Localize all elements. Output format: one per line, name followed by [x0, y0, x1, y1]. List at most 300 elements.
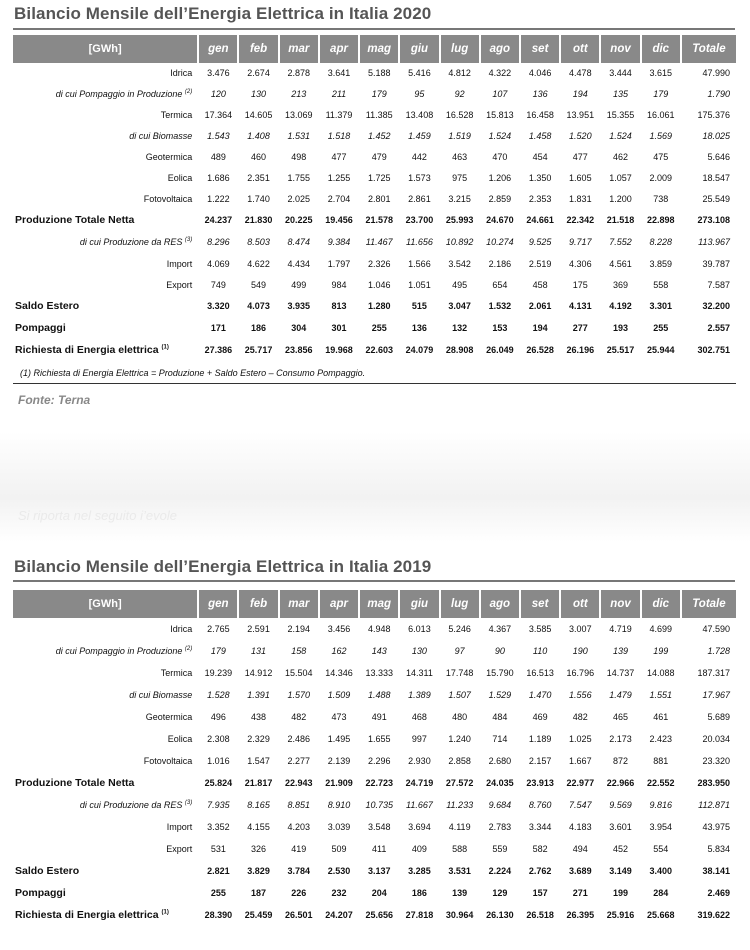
value-cell: 3.829: [247, 866, 270, 876]
value-cell: 2.326: [367, 259, 391, 269]
value-cell: 255: [371, 323, 387, 333]
total-cell: 23.320: [702, 756, 730, 766]
row-label: [13, 904, 198, 926]
value-cell: 8.228: [649, 237, 673, 247]
table-row: [13, 684, 736, 706]
value-cell: 7.552: [609, 237, 632, 247]
value-cell: 8.910: [327, 800, 351, 810]
header-row: [13, 590, 736, 618]
total-cell: 7.587: [707, 280, 730, 290]
value-cell: 4.073: [247, 301, 270, 311]
value-cell: 582: [532, 844, 548, 854]
value-cell: 2.308: [207, 734, 230, 744]
value-cell: 3.784: [287, 866, 311, 876]
value-cell: 97: [454, 646, 465, 656]
value-cell: 23.700: [405, 215, 434, 225]
page-title-2020: Bilancio Mensile dell’Energia Elettrica in Italia 2020: [14, 4, 432, 23]
value-cell: 489: [210, 152, 226, 162]
value-cell: 13.069: [285, 110, 313, 120]
column-header: set: [520, 590, 560, 618]
value-cell: 491: [371, 712, 387, 722]
value-cell: 2.351: [247, 173, 270, 183]
value-cell: 3.344: [528, 822, 552, 832]
value-cell: 16.796: [566, 668, 595, 678]
value-cell: 469: [532, 712, 548, 722]
value-cell: 749: [210, 280, 226, 290]
footnote-marker: (1): [161, 344, 169, 351]
row-label: [13, 189, 198, 209]
row-label-text: Import: [166, 259, 193, 269]
value-cell: 13.951: [566, 110, 595, 120]
energy-table-2019: [13, 590, 736, 926]
value-cell: 22.966: [606, 778, 635, 788]
page-title-2019: Bilancio Mensile dell’Energia Elettrica in Italia 2019: [14, 557, 432, 576]
column-header: dic: [641, 590, 681, 618]
value-cell: 14.346: [325, 668, 353, 678]
value-cell: 8.851: [287, 800, 311, 810]
value-cell: 1.046: [367, 280, 391, 290]
value-cell: 3.548: [367, 822, 391, 832]
value-cell: 1.831: [569, 194, 592, 204]
value-cell: 482: [572, 712, 588, 722]
total-cell: 47.990: [702, 68, 730, 78]
value-cell: 1.189: [528, 734, 552, 744]
table-row: [13, 772, 736, 794]
value-cell: 16.528: [445, 110, 474, 120]
value-cell: 14.311: [406, 668, 433, 678]
title-rule-2020: [13, 28, 735, 30]
value-cell: 19.456: [325, 215, 353, 225]
value-cell: 24.670: [486, 215, 514, 225]
table-row: [13, 838, 736, 860]
value-cell: 136: [411, 323, 427, 333]
value-cell: 25.944: [646, 345, 675, 355]
value-cell: 232: [331, 888, 347, 898]
page-gap-band: [0, 432, 750, 542]
unit-header: [GWh]: [13, 35, 198, 63]
value-cell: 4.367: [488, 624, 512, 634]
value-cell: 2.486: [287, 734, 311, 744]
table-row: [13, 816, 736, 838]
value-cell: 22.552: [646, 778, 675, 788]
value-cell: 11.379: [325, 110, 353, 120]
value-cell: 130: [411, 646, 427, 656]
value-cell: 4.699: [649, 624, 673, 634]
value-cell: 21.578: [365, 215, 393, 225]
value-cell: 1.255: [327, 173, 351, 183]
value-cell: 2.821: [207, 866, 230, 876]
value-cell: 3.456: [327, 624, 351, 634]
value-cell: 16.458: [526, 110, 554, 120]
value-cell: 515: [411, 301, 427, 311]
value-cell: 1.543: [207, 131, 230, 141]
column-header: apr: [319, 35, 359, 63]
value-cell: 26.130: [486, 910, 514, 920]
row-label: [13, 860, 198, 882]
value-cell: 20.225: [285, 215, 313, 225]
value-cell: 2.674: [247, 68, 270, 78]
value-cell: 11.385: [365, 110, 393, 120]
footnote-marker: (1): [161, 909, 169, 916]
value-cell: 3.352: [207, 822, 230, 832]
row-label: [13, 618, 198, 640]
value-cell: 26.395: [566, 910, 595, 920]
value-cell: 2.061: [528, 301, 552, 311]
column-header: lug: [440, 590, 480, 618]
value-cell: 179: [653, 89, 669, 99]
column-header: feb: [238, 590, 278, 618]
total-cell: 17.967: [702, 690, 730, 700]
value-cell: 1.529: [488, 690, 512, 700]
table-row: [13, 209, 736, 231]
value-cell: 304: [291, 323, 307, 333]
value-cell: 22.723: [365, 778, 393, 788]
row-label: [13, 105, 198, 125]
value-cell: 1.280: [367, 301, 391, 311]
value-cell: 454: [532, 152, 548, 162]
value-cell: 30.964: [445, 910, 474, 920]
row-label-text: Termica: [160, 110, 193, 120]
table-row: [13, 231, 736, 253]
total-cell: 1.728: [707, 646, 730, 656]
value-cell: 194: [572, 89, 588, 99]
value-cell: 1.725: [367, 173, 391, 183]
value-cell: 2.530: [327, 866, 351, 876]
value-cell: 136: [532, 89, 548, 99]
row-label: [13, 167, 198, 189]
column-header: ott: [560, 590, 600, 618]
row-label: [13, 63, 198, 83]
footnote-marker: (2): [184, 646, 193, 652]
value-cell: 22.342: [566, 215, 595, 225]
value-cell: 4.948: [367, 624, 391, 634]
value-cell: 1.570: [287, 690, 311, 700]
row-label-text: Richiesta di Energia elettrica: [15, 909, 159, 921]
value-cell: 3.694: [408, 822, 431, 832]
value-cell: 25.517: [606, 345, 635, 355]
value-cell: 27.572: [445, 778, 474, 788]
row-label: [13, 275, 198, 295]
value-cell: 1.566: [408, 259, 431, 269]
value-cell: 25.717: [244, 345, 273, 355]
value-cell: 3.585: [528, 624, 552, 634]
value-cell: 1.686: [207, 173, 230, 183]
ghost-text: Si riporta nel seguito i’evole: [18, 508, 177, 523]
value-cell: 284: [653, 888, 669, 898]
row-label: [13, 772, 198, 794]
value-cell: 14.605: [244, 110, 273, 120]
total-cell: 5.646: [707, 152, 730, 162]
value-cell: 477: [331, 152, 347, 162]
value-cell: 4.322: [488, 68, 512, 78]
value-cell: 4.155: [247, 822, 270, 832]
value-cell: 1.408: [247, 131, 270, 141]
value-cell: 1.389: [408, 690, 431, 700]
column-header: nov: [600, 590, 640, 618]
value-cell: 461: [653, 712, 669, 722]
value-cell: 813: [331, 301, 347, 311]
total-cell: 5.689: [707, 712, 730, 722]
row-label: [13, 684, 198, 706]
value-cell: 4.812: [448, 68, 471, 78]
value-cell: 5.416: [408, 68, 431, 78]
value-cell: 654: [492, 280, 508, 290]
row-label-text: Pompaggi: [15, 322, 66, 334]
value-cell: 4.203: [287, 822, 311, 832]
table-row: [13, 662, 736, 684]
value-cell: 1.524: [609, 131, 632, 141]
row-label-text: Produzione Totale Netta: [15, 777, 135, 789]
value-cell: 16.061: [646, 110, 675, 120]
value-cell: 1.391: [247, 690, 270, 700]
total-cell: 18.547: [702, 173, 730, 183]
value-cell: 16.513: [526, 668, 554, 678]
value-cell: 3.215: [448, 194, 471, 204]
value-cell: 23.856: [285, 345, 313, 355]
value-cell: 3.542: [448, 259, 471, 269]
column-header: Totale: [681, 590, 736, 618]
value-cell: 1.206: [488, 173, 512, 183]
value-cell: 8.296: [207, 237, 230, 247]
value-cell: 3.320: [207, 301, 230, 311]
row-label-text: Eolica: [167, 173, 193, 183]
value-cell: 211: [331, 89, 347, 99]
header-row: [13, 35, 736, 63]
row-label: [13, 339, 198, 361]
value-cell: 17.748: [445, 668, 474, 678]
value-cell: 13.408: [405, 110, 434, 120]
value-cell: 1.200: [609, 194, 632, 204]
value-cell: 10.735: [365, 800, 393, 810]
total-cell: 5.834: [707, 844, 730, 854]
row-label-text: Richiesta di Energia elettrica: [15, 344, 159, 356]
value-cell: 7.935: [207, 800, 230, 810]
value-cell: 3.531: [448, 866, 471, 876]
value-cell: 158: [291, 646, 307, 656]
column-header: lug: [440, 35, 480, 63]
value-cell: 872: [613, 756, 629, 766]
value-cell: 509: [331, 844, 347, 854]
value-cell: 171: [210, 323, 226, 333]
value-cell: 1.551: [649, 690, 673, 700]
column-header: mag: [359, 35, 399, 63]
value-cell: 4.119: [448, 822, 471, 832]
row-label-text: Fotovoltaica: [143, 756, 193, 766]
value-cell: 1.556: [569, 690, 592, 700]
value-cell: 4.046: [528, 68, 552, 78]
row-label-text: Pompaggi: [15, 887, 66, 899]
value-cell: 3.641: [327, 68, 351, 78]
row-label: [13, 125, 198, 147]
value-cell: 22.943: [285, 778, 313, 788]
value-cell: 139: [613, 646, 629, 656]
value-cell: 277: [572, 323, 588, 333]
value-cell: 2.858: [448, 756, 471, 766]
column-header: gen: [198, 35, 238, 63]
value-cell: 2.353: [528, 194, 552, 204]
table-row: [13, 882, 736, 904]
value-cell: 190: [572, 646, 588, 656]
value-cell: 15.790: [486, 668, 514, 678]
row-label-text: Export: [166, 280, 193, 290]
value-cell: 1.547: [247, 756, 270, 766]
value-cell: 997: [411, 734, 427, 744]
value-cell: 531: [210, 844, 226, 854]
value-cell: 1.057: [609, 173, 632, 183]
value-cell: 1.459: [408, 131, 431, 141]
value-cell: 130: [251, 89, 267, 99]
table-row: [13, 63, 736, 83]
value-cell: 3.601: [609, 822, 632, 832]
footnote-2020: (1) Richiesta di Energia Elettrica = Produzione + Saldo Estero – Consumo Pompaggio.: [20, 368, 366, 378]
value-cell: 25.668: [646, 910, 675, 920]
table-row: [13, 147, 736, 167]
value-cell: 26.528: [526, 345, 554, 355]
value-cell: 157: [532, 888, 548, 898]
value-cell: 13.333: [365, 668, 393, 678]
value-cell: 14.088: [646, 668, 675, 678]
table-row: [13, 728, 736, 750]
value-cell: 24.079: [405, 345, 434, 355]
value-cell: 26.518: [526, 910, 554, 920]
value-cell: 110: [532, 646, 548, 656]
value-cell: 2.680: [488, 756, 512, 766]
row-label-text: Fotovoltaica: [143, 194, 193, 204]
value-cell: 4.069: [207, 259, 230, 269]
value-cell: 442: [411, 152, 427, 162]
row-label-text: di cui Produzione da RES: [79, 237, 183, 247]
total-cell: 18.025: [702, 131, 730, 141]
column-header: giu: [399, 590, 439, 618]
total-cell: 25.549: [702, 194, 730, 204]
table-row: [13, 105, 736, 125]
value-cell: 1.569: [649, 131, 673, 141]
value-cell: 15.504: [285, 668, 313, 678]
row-label: [13, 728, 198, 750]
table-row: [13, 275, 736, 295]
value-cell: 549: [251, 280, 267, 290]
value-cell: 2.859: [488, 194, 512, 204]
value-cell: 4.131: [569, 301, 592, 311]
value-cell: 1.240: [448, 734, 471, 744]
value-cell: 25.656: [365, 910, 393, 920]
value-cell: 92: [454, 89, 465, 99]
row-label: [13, 816, 198, 838]
total-cell: 175.376: [697, 110, 730, 120]
value-cell: 9.569: [609, 800, 632, 810]
row-label: [13, 706, 198, 728]
value-cell: 8.165: [247, 800, 270, 810]
footnote-marker: (3): [184, 800, 193, 806]
table-row: [13, 750, 736, 772]
value-cell: 4.434: [287, 259, 311, 269]
total-cell: 283.950: [697, 778, 730, 788]
column-header: apr: [319, 590, 359, 618]
value-cell: 2.009: [649, 173, 673, 183]
value-cell: 458: [532, 280, 548, 290]
value-cell: 10.274: [486, 237, 514, 247]
row-label: [13, 253, 198, 275]
row-label-text: Idrica: [170, 68, 193, 78]
total-cell: 273.108: [697, 215, 730, 225]
total-cell: 319.622: [697, 910, 730, 920]
footnote-marker: (3): [184, 237, 193, 243]
value-cell: 475: [653, 152, 669, 162]
column-header: feb: [238, 35, 278, 63]
value-cell: 4.561: [609, 259, 632, 269]
value-cell: 1.528: [207, 690, 230, 700]
value-cell: 8.474: [287, 237, 311, 247]
value-cell: 2.329: [247, 734, 270, 744]
value-cell: 2.296: [367, 756, 391, 766]
value-cell: 4.183: [569, 822, 592, 832]
value-cell: 1.667: [569, 756, 592, 766]
table-row: [13, 860, 736, 882]
total-cell: 47.590: [702, 624, 730, 634]
value-cell: 27.818: [405, 910, 434, 920]
value-cell: 26.196: [566, 345, 595, 355]
value-cell: 499: [291, 280, 307, 290]
value-cell: 255: [653, 323, 669, 333]
value-cell: 131: [251, 646, 267, 656]
value-cell: 1.051: [408, 280, 431, 290]
value-cell: 7.547: [569, 800, 592, 810]
value-cell: 1.740: [247, 194, 270, 204]
value-cell: 9.684: [488, 800, 512, 810]
value-cell: 21.909: [325, 778, 353, 788]
value-cell: 496: [210, 712, 226, 722]
table-row: [13, 167, 736, 189]
row-label-text: di cui Produzione da RES: [79, 800, 183, 810]
column-header: ott: [560, 35, 600, 63]
row-label-text: Import: [166, 822, 193, 832]
value-cell: 1.222: [207, 194, 230, 204]
value-cell: 179: [210, 646, 226, 656]
value-cell: 9.384: [327, 237, 351, 247]
row-label-text: Export: [166, 844, 193, 854]
value-cell: 11.656: [406, 237, 433, 247]
row-label: [13, 209, 198, 231]
value-cell: 11.467: [365, 237, 393, 247]
value-cell: 4.719: [609, 624, 632, 634]
value-cell: 26.501: [285, 910, 313, 920]
value-cell: 2.591: [247, 624, 270, 634]
column-header: ago: [480, 590, 520, 618]
row-label: [13, 750, 198, 772]
value-cell: 462: [613, 152, 629, 162]
value-cell: 25.916: [606, 910, 635, 920]
value-cell: 1.532: [488, 301, 512, 311]
value-cell: 2.878: [287, 68, 311, 78]
value-cell: 4.622: [247, 259, 270, 269]
value-cell: 1.509: [327, 690, 351, 700]
value-cell: 186: [411, 888, 427, 898]
value-cell: 1.488: [367, 690, 391, 700]
value-cell: 495: [452, 280, 468, 290]
energy-table-2020: [13, 35, 736, 361]
value-cell: 193: [613, 323, 629, 333]
value-cell: 22.977: [566, 778, 595, 788]
table-row: [13, 706, 736, 728]
value-cell: 369: [613, 280, 629, 290]
value-cell: 477: [572, 152, 588, 162]
title-rule-2019: [13, 580, 735, 582]
value-cell: 2.224: [488, 866, 512, 876]
value-cell: 21.817: [244, 778, 273, 788]
value-cell: 2.801: [367, 194, 391, 204]
value-cell: 2.861: [408, 194, 431, 204]
row-label: [13, 882, 198, 904]
